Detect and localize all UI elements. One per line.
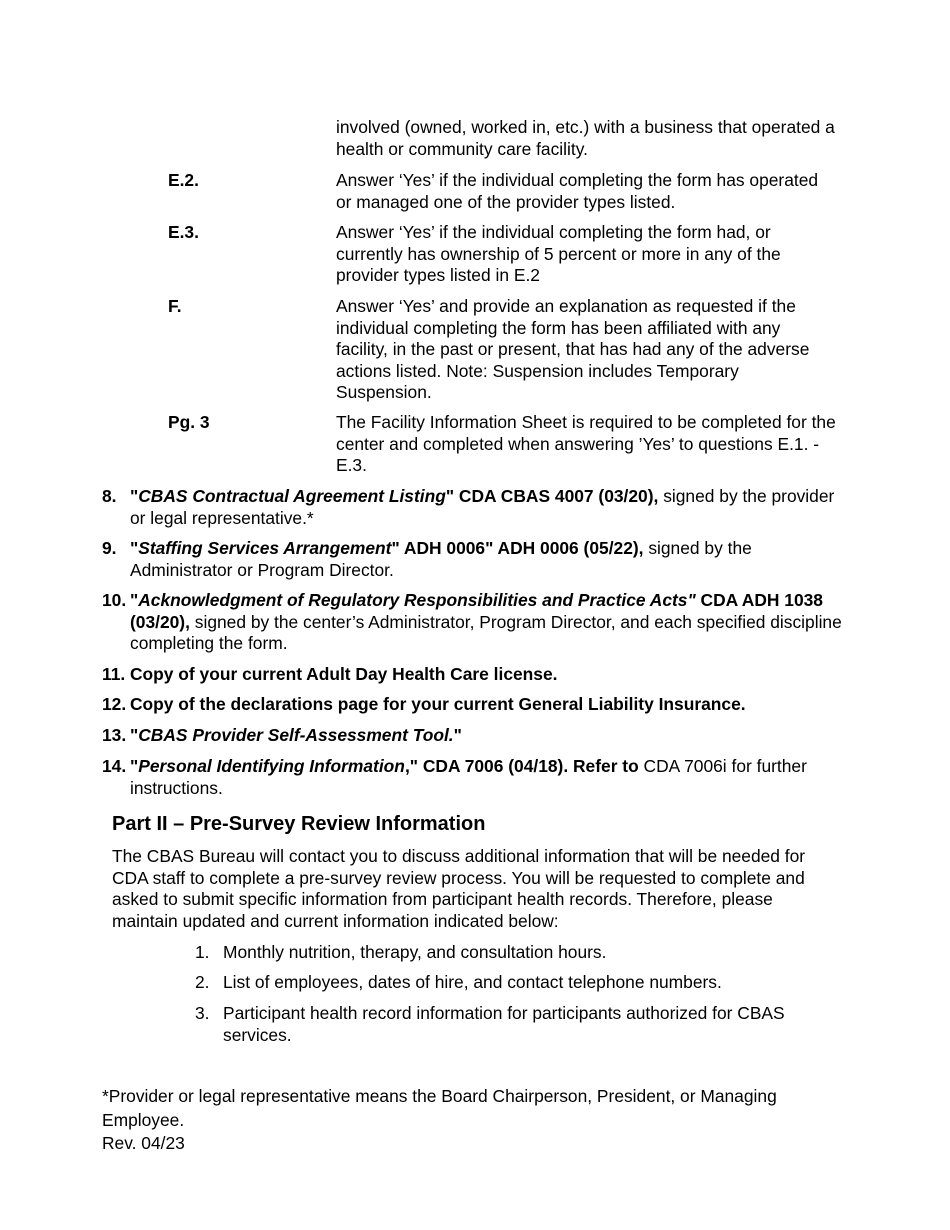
item-number: 1. (195, 942, 210, 962)
instruction-text: The Facility Information Sheet is required to be completed for the center and completed when answering ’Yes’ to questions E.1. - E.3. (336, 412, 836, 476)
item-number: 10. (102, 590, 127, 610)
form-number: CDA ADH 1038 (03/20), (130, 590, 823, 632)
item-number: 13. (102, 725, 127, 745)
form-number: ADH 0006" ADH 0006 (05/22), (399, 538, 644, 558)
item-body: "CBAS Provider Self-Assessment Tool." (130, 725, 462, 745)
form-title: Staffing Services Arrangement (138, 538, 392, 558)
item-number: 9. (102, 538, 117, 558)
form-title: CBAS Provider Self-Assessment Tool. (138, 725, 454, 745)
footnote: *Provider or legal representative means the Board Chairperson, President, or Managing Employee. (102, 1086, 777, 1130)
item-number: 12. (102, 694, 127, 714)
item-body: "Acknowledgment of Regulatory Responsibilities and Practice Acts" CDA ADH 1038 (03/20), signed by the center’s Administrator, Program Director, and each specified discipline completing the form. (130, 590, 842, 654)
instruction-label: Pg. 3 (168, 412, 210, 432)
revision-label: Rev. 04/23 (102, 1133, 185, 1153)
instruction-text: Answer ‘Yes’ if the individual completing the form had, or currently has ownership of 5 percent or more in any of the provider types listed in E.2 (336, 222, 781, 286)
instruction-text: Answer ‘Yes’ if the individual completing the form has operated or managed one of the provider types listed. (336, 170, 819, 212)
form-title: Personal Identifying Information (138, 756, 405, 776)
section-paragraph: The CBAS Bureau will contact you to discuss additional information that will be needed for CDA staff to complete a pre-survey review process. You will be requested to complete and asked to submit specific information from participant health records. Therefore, please maintain updated and current information indicated below: (112, 846, 806, 931)
item-text: Participant health record information for participants authorized for CBAS services. (223, 1003, 785, 1045)
item-body: Copy of your current Adult Day Health Care license. (130, 664, 558, 684)
form-number: CDA CBAS 4007 (03/20), (454, 486, 659, 506)
item-body: "CBAS Contractual Agreement Listing" CDA CBAS 4007 (03/20), signed by the provider or legal representative.* (130, 486, 835, 528)
item-body: "Staffing Services Arrangement" ADH 0006" ADH 0006 (05/22), signed by the Administrator or Program Director. (130, 538, 752, 580)
form-title: Acknowledgment of Regulatory Responsibilities and Practice Acts" (138, 590, 696, 610)
instruction-label: F. (168, 296, 182, 316)
item-body: "Personal Identifying Information," CDA 7006 (04/18). Refer to CDA 7006i for further instructions. (130, 756, 807, 798)
instruction-label: E.2. (168, 170, 199, 190)
item-body: Copy of the declarations page for your current General Liability Insurance. (130, 694, 746, 714)
item-number: 3. (195, 1003, 210, 1023)
instruction-text: Answer ‘Yes’ and provide an explanation as requested if the individual completing the form has been affiliated with any facility, in the past or present, that has had any of the adverse actions listed. Note: Suspension includes Temporary Suspension. (336, 296, 810, 403)
item-number: 14. (102, 756, 127, 776)
item-text: Monthly nutrition, therapy, and consultation hours. (223, 942, 607, 962)
instruction-text: involved (owned, worked in, etc.) with a business that operated a health or community care facility. (336, 117, 835, 159)
instruction-label: E.3. (168, 222, 199, 242)
form-title: CBAS Contractual Agreement Listing (138, 486, 446, 506)
item-number: 11. (102, 664, 126, 684)
item-number: 2. (195, 972, 210, 992)
item-text: List of employees, dates of hire, and contact telephone numbers. (223, 972, 722, 992)
item-number: 8. (102, 486, 117, 506)
section-heading: Part II – Pre-Survey Review Information (112, 813, 486, 835)
form-number: CDA 7006 (04/18). Refer to (418, 756, 639, 776)
